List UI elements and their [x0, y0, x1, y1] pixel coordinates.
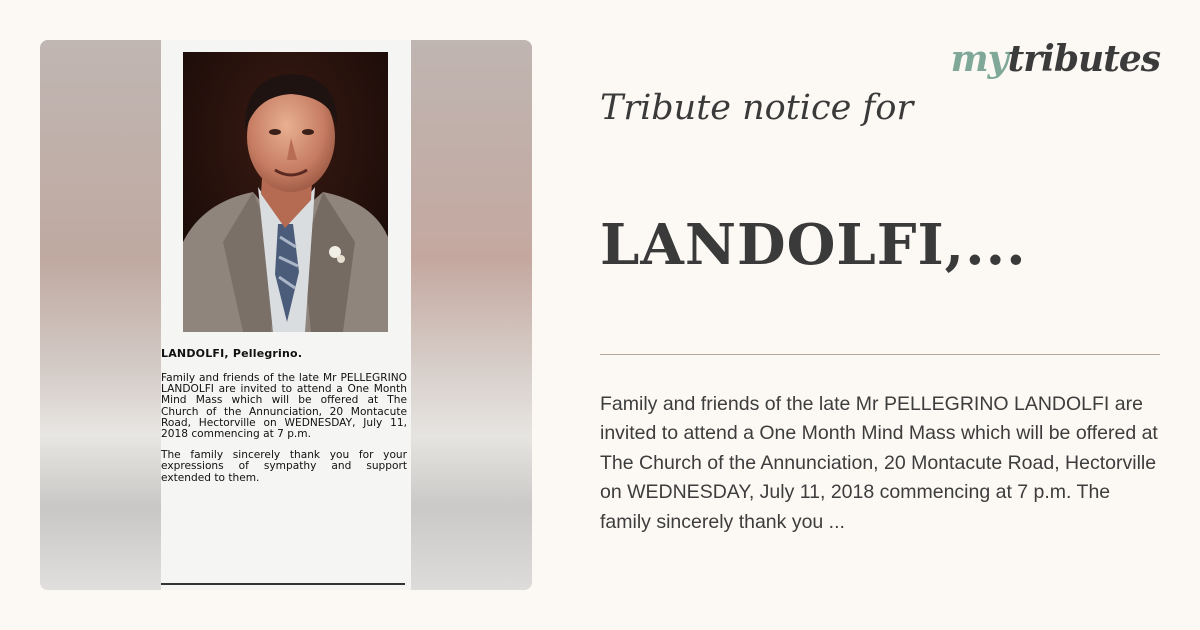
blurred-background-left: [40, 40, 162, 590]
newspaper-clipping: [161, 40, 411, 590]
divider: [600, 354, 1160, 355]
tribute-heading: Tribute notice for: [600, 88, 914, 128]
mytributes-logo[interactable]: [951, 38, 1160, 80]
logo-tributes: tributes: [1007, 38, 1160, 80]
logo-my: my: [950, 38, 1008, 80]
clipping-title: LANDOLFI, Pellegrino.: [161, 347, 303, 360]
notice-image-card: [40, 40, 532, 590]
clipping-body: [161, 373, 407, 494]
portrait-photo: [183, 52, 388, 332]
clipping-paragraph-1: Family and friends of the late Mr PELLEGRINO LANDOLFI are invited to attend a One Month Mind Mass which will be offered at The Church of the Annunciation, 20 Montacute Road, Hectorville on WEDNESDAY, July 11, 2018 commencing at 7 p.m.: [161, 372, 407, 441]
clipping-paragraph-2: The family sincerely thank you for your expressions of sympathy and support extended to them.: [161, 449, 407, 484]
notice-description: Family and friends of the late Mr PELLEGRINO LANDOLFI are invited to attend a One Month Mind Mass which will be offered at The Church of the Annunciation, 20 Montacute Road, Hectorville on WEDNESDAY, July 11, 2018 commencing at 7 p.m. The family sincerely thank you ...: [600, 393, 1158, 533]
clipping-rule: [161, 583, 405, 585]
deceased-name: LANDOLFI,...: [600, 212, 1027, 278]
blurred-background-right: [410, 40, 532, 590]
